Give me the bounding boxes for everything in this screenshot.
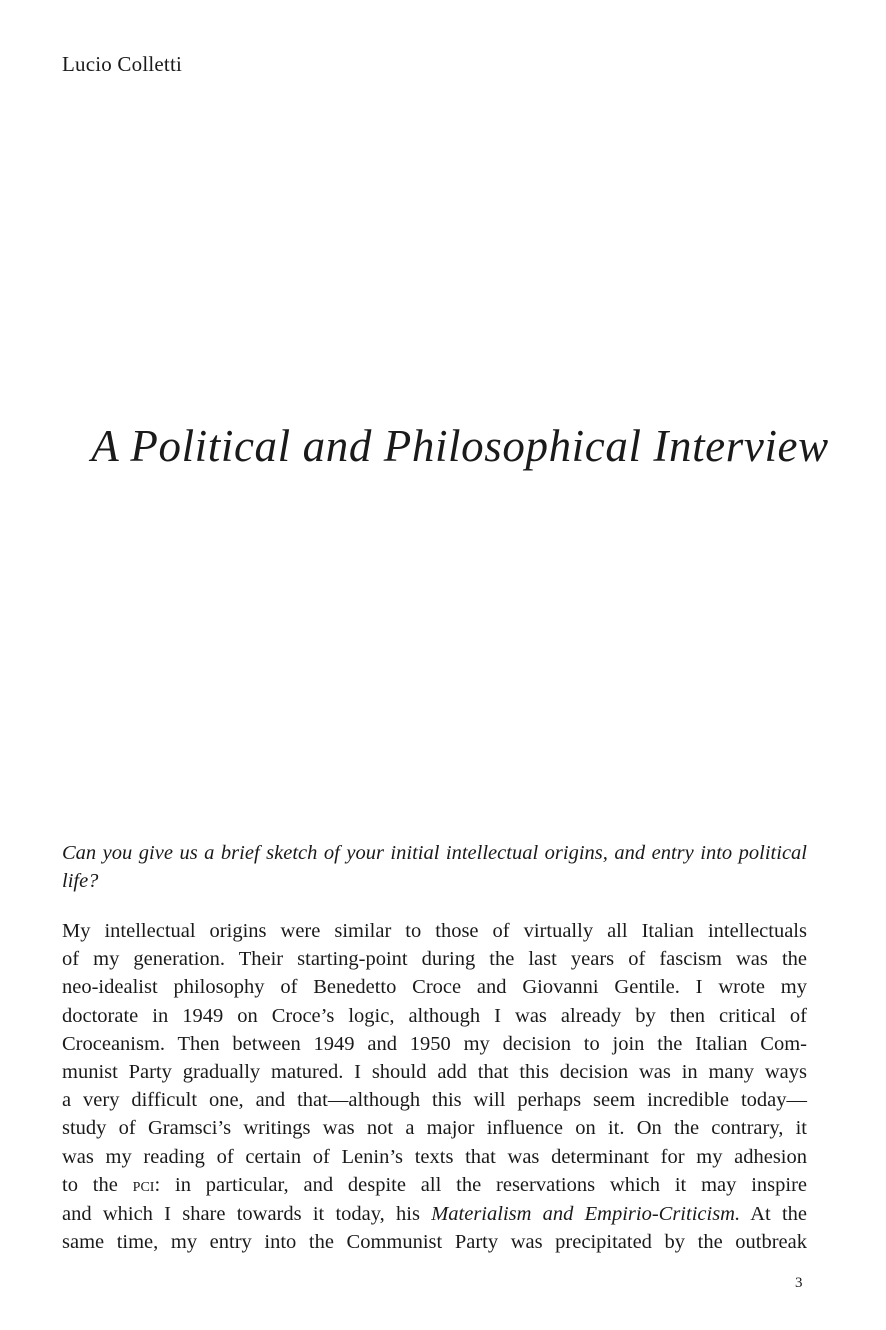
answer-line: was my reading of certain of Lenin’s texts that was determinant for my adhesion (62, 1145, 807, 1168)
answer-line: neo-idealist philosophy of Benedetto Croce and Giovanni Gentile. I wrote my (62, 976, 807, 999)
answer-line: study of Gramsci’s writings was not a major influence on it. On the contrary, it (62, 1117, 807, 1140)
answer-line: a very difficult one, and that—although this will perhaps seem incredible today— (62, 1089, 807, 1112)
page-number: 3 (795, 1275, 803, 1291)
answer-text: to the (62, 1173, 133, 1196)
book-title-reference: Materialism and Empirio-Criticism. (431, 1203, 741, 1226)
answer-line (62, 1200, 807, 1228)
answer-line: munist Party gradually matured. I should add that this decision was in many ways (62, 1061, 807, 1084)
answer-line: of my generation. Their starting-point during the last years of fascism was the (62, 948, 807, 971)
answer-text: and which I share towards it today, his (62, 1203, 432, 1226)
answer-text: : in particular, and despite all the reservations which it may inspire (154, 1173, 807, 1196)
answer-line: Croceanism. Then between 1949 and 1950 my decision to join the Italian Com- (62, 1032, 807, 1055)
answer-line (62, 1171, 807, 1200)
answer-line: doctorate in 1949 on Croce’s logic, although I was already by then critical of (62, 1004, 807, 1027)
chapter-title: A Political and Philosophical Interview (91, 421, 829, 471)
answer-line: My intellectual origins were similar to those of virtually all Italian intellectuals (62, 920, 807, 942)
party-abbreviation: pci (132, 1174, 155, 1196)
interview-answer (62, 917, 807, 1256)
interview-question: Can you give us a brief sketch of your initial intellectual origins, and entry into political life? (62, 842, 807, 892)
running-head-author: Lucio Colletti (62, 52, 183, 76)
answer-line: same time, my entry into the Communist Party was precipitated by the outbreak (62, 1231, 807, 1254)
answer-text: At the (740, 1203, 807, 1226)
